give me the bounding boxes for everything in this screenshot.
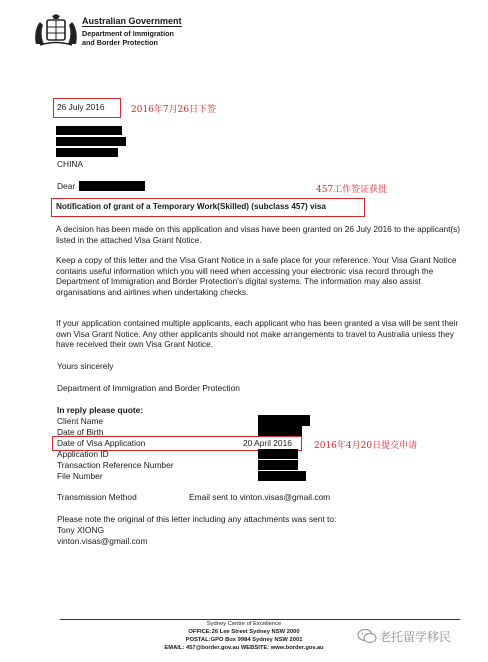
redacted-address-line [56,126,122,135]
redacted-address-line [56,148,118,157]
transmission-value: Email sent to vinton.visas@gmail.com [189,492,331,502]
watermark-text: 老托留学移民 [379,630,452,644]
header-divider [82,26,182,27]
paragraph-keep-copy: Keep a copy of this letter and the Visa Grant Notice in a safe place for your reference. Your Visa Grant Notice contains useful information which you will need when accessing your electronic visa record through the Department of Immigration and Border Protection's digital systems. The information may also assist organisations and airlines when undertaking checks. [56,255,457,297]
footer-postal: POSTAL:GPO Box 9984 Sydney NSW 2001 [185,637,303,643]
paragraph-multiple-applicants: If your application contained multiple applicants, each applicant who has been granted a visa will be sent their own Visa Grant Notice. Any other applicants should not make arrangements to travel to Australia unless they have received their own Visa Grant Notice. [56,318,459,350]
date-annotation: 2016年7月26日下签 [131,105,217,115]
reply-heading: In reply please quote: [57,405,144,415]
transmission-label: Transmission Method [57,492,137,502]
closing: Yours sincerely [57,361,114,371]
original-sent-note: Please note the original of this letter including any attachments was sent to: [57,514,337,524]
field-file-number: File Number [57,471,103,481]
dept-name-line1: Department of Immigration [82,29,174,38]
recipient-name: Tony XIONG [57,525,105,535]
redacted-trn [258,460,298,470]
application-annotation: 2016年4月20日提交申请 [314,441,418,451]
footer-contact: EMAIL: 457@border.gov.au WEBSITE: www.border.gov.au [164,645,324,651]
footer-centre: Sydney Centre of Excellence [206,621,282,627]
dept-name-line2: and Border Protection [82,38,158,47]
redacted-name [79,181,145,191]
footer-office: OFFICE:26 Lee Street Sydney NSW 2000 [188,629,300,635]
address-country: CHINA [57,159,84,169]
field-trn: Transaction Reference Number [57,460,174,470]
letter-subject: Notification of grant of a Temporary Work(Skilled) (subclass 457) visa [56,202,326,211]
coat-of-arms-icon [30,14,82,48]
letter-date: 26 July 2016 [57,102,105,112]
footer-divider [60,619,460,620]
redacted-application-id [258,449,298,459]
grant-annotation: 457工作签证获批 [316,185,388,195]
redacted-date-of-birth [258,426,302,436]
signoff: Department of Immigration and Border Protection [57,383,240,393]
field-application-id: Application ID [57,449,109,459]
field-date-of-birth: Date of Birth [57,427,104,437]
redacted-file-number [258,471,306,481]
paragraph-decision: A decision has been made on this application and visas have been granted on 26 July 2016 to the applicant(s) listed in the attached Visa Grant Notice. [56,224,461,245]
salutation: Dear [57,181,76,191]
gov-title: Australian Government [82,16,182,26]
field-client-name: Client Name [57,416,104,426]
wechat-icon [357,628,377,644]
recipient-email: vinton.visas@gmail.com [57,536,148,546]
visa-application-date-value: 20 April 2016 [243,438,292,448]
field-visa-application-date: Date of Visa Application [57,438,146,448]
redacted-address-line [56,137,126,146]
redacted-client-name [258,415,310,426]
